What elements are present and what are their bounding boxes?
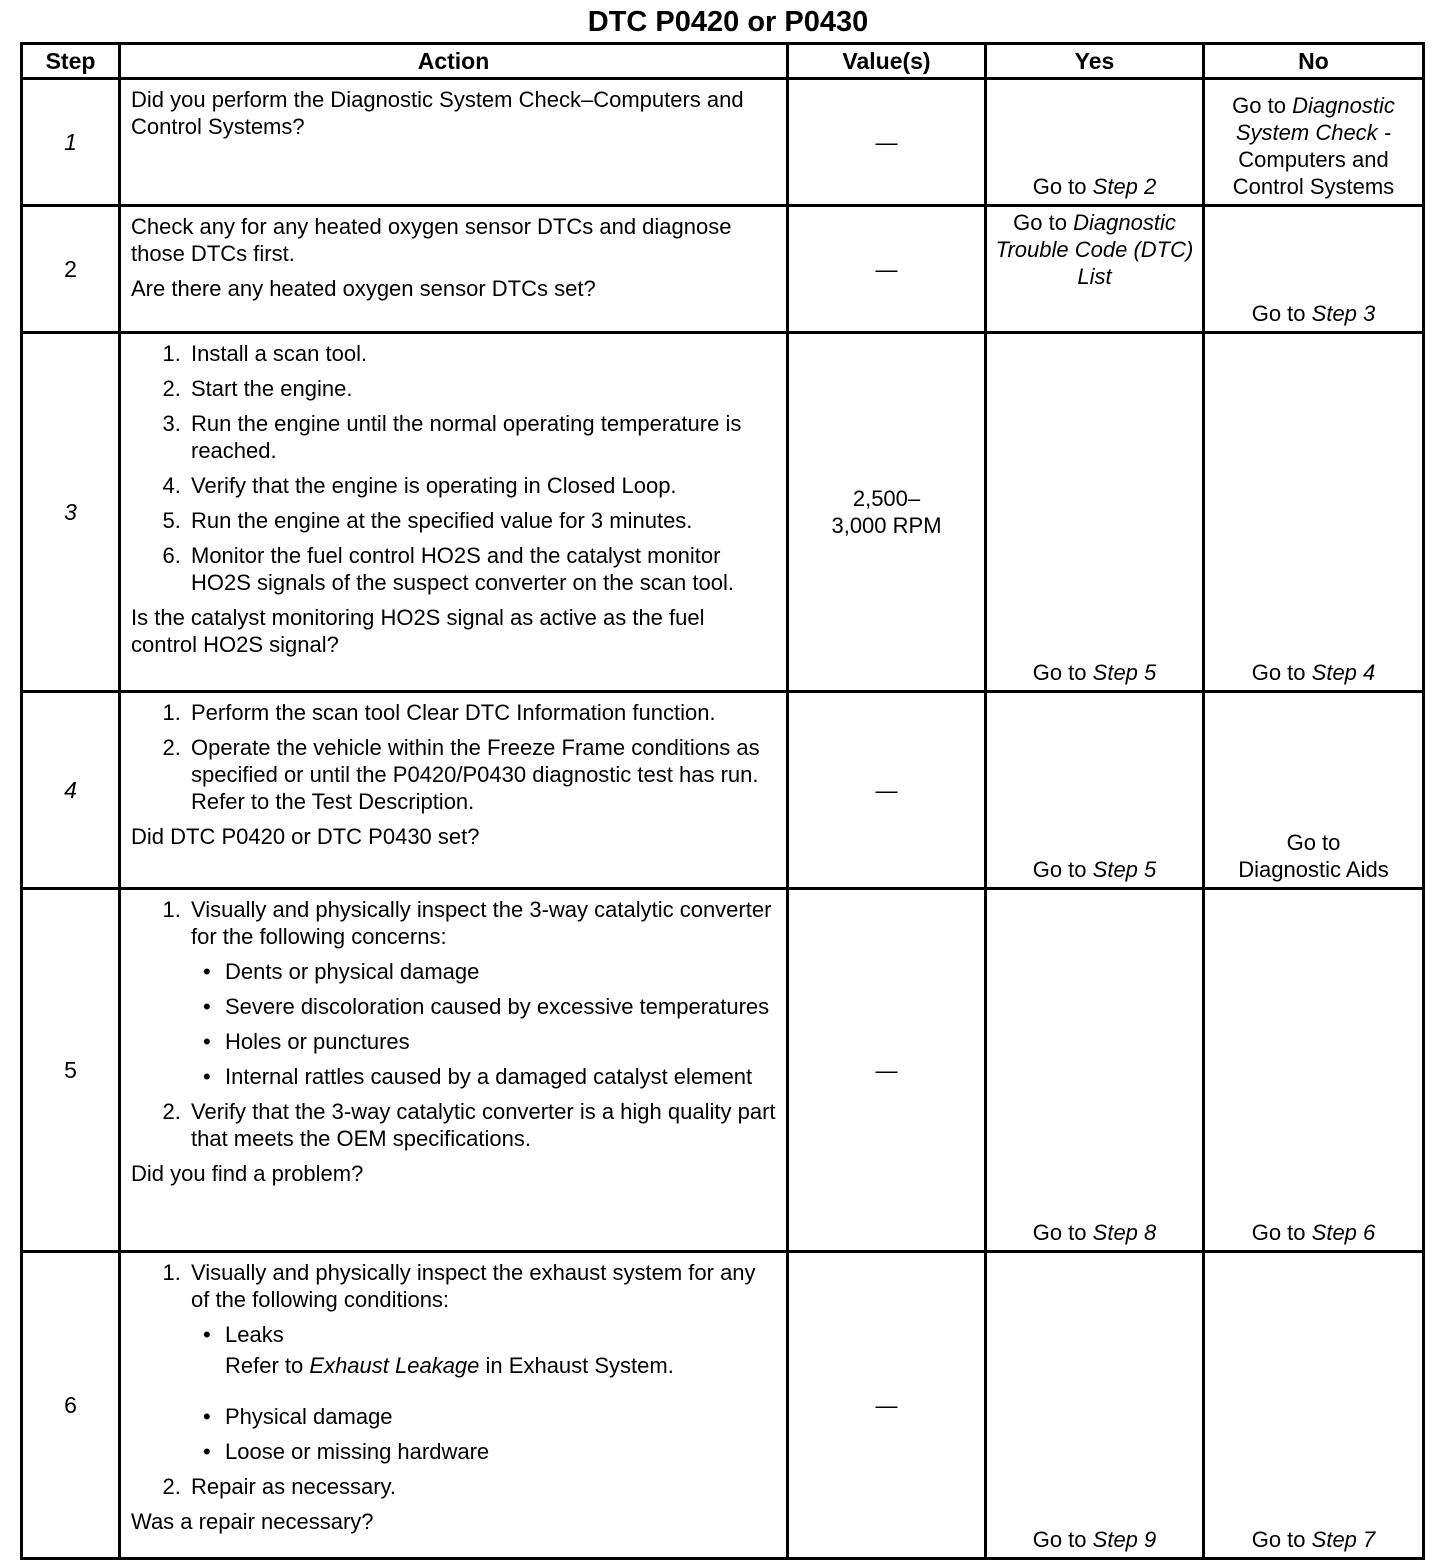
condition-text: Leaks <box>225 1322 284 1347</box>
step-number: 2 <box>22 206 120 333</box>
procedure-list <box>131 340 776 596</box>
condition-item: • Loose or missing hardware <box>225 1438 776 1465</box>
goto-text: Go to <box>1286 830 1341 855</box>
goto-text: Go to <box>1032 1220 1087 1245</box>
procedure-step-text: Visually and physically inspect the 3-way catalytic converter for the following concerns: <box>191 897 772 949</box>
action-cell <box>120 79 788 206</box>
header-no: No <box>1204 44 1424 79</box>
question-text: Was a repair necessary? <box>131 1509 374 1534</box>
procedure-step: 5. Run the engine at the specified value for 3 minutes. <box>187 507 776 534</box>
table-row <box>22 889 1424 1252</box>
question-text: Did you perform the Diagnostic System Check–Computers and Control Systems? <box>131 87 744 139</box>
concern-item: • Severe discoloration caused by excessive temperatures <box>225 993 776 1020</box>
no-cell <box>1204 79 1424 206</box>
value-cell: — <box>788 1252 986 1559</box>
question-text: Is the catalyst monitoring HO2S signal as active as the fuel control HO2S signal? <box>131 605 705 657</box>
concern-list <box>191 958 776 1090</box>
procedure-step: 2. Start the engine. <box>187 375 776 402</box>
step-link[interactable]: Step 3 <box>1311 301 1376 326</box>
procedure-step: 2. Operate the vehicle within the Freeze Frame conditions as specified or until the P0420/P0430 diagnostic test has run. Refer to the Test Description. <box>187 734 776 815</box>
concern-item: • Dents or physical damage <box>225 958 776 985</box>
step-link[interactable]: Step 6 <box>1311 1220 1376 1245</box>
step-number: 1 <box>22 79 120 206</box>
question-text: Are there any heated oxygen sensor DTCs set? <box>131 276 596 301</box>
procedure-list <box>131 699 776 815</box>
procedure-step: 2. Verify that the 3-way catalytic converter is a high quality part that meets the OEM specifications. <box>187 1098 776 1152</box>
reference-prefix: Refer to <box>225 1353 304 1378</box>
goto-text: Go to <box>1032 174 1087 199</box>
exhaust-leakage-link[interactable]: Exhaust Leakage <box>309 1353 480 1378</box>
condition-item: • Physical damage <box>225 1403 776 1430</box>
question-text: Did you find a problem? <box>131 1161 364 1186</box>
dtc-list-link[interactable]: Diagnostic Trouble Code (DTC) List <box>995 210 1194 289</box>
procedure-step: 1. Install a scan tool. <box>187 340 776 367</box>
concern-item: • Holes or punctures <box>225 1028 776 1055</box>
header-yes: Yes <box>986 44 1204 79</box>
procedure-step: 3. Run the engine until the normal operating temperature is reached. <box>187 410 776 464</box>
value-cell: — <box>788 206 986 333</box>
step-number: 5 <box>22 889 120 1252</box>
goto-text: Go to <box>1032 857 1087 882</box>
section-text: Computers and Control Systems <box>1232 147 1395 199</box>
value-cell: — <box>788 889 986 1252</box>
page-title: DTC P0420 or P0430 <box>587 6 869 38</box>
step-link[interactable]: Step 9 <box>1092 1527 1157 1552</box>
table-row <box>22 1252 1424 1559</box>
step-number: 6 <box>22 1252 120 1559</box>
action-cell <box>120 692 788 889</box>
procedure-step <box>187 1259 776 1465</box>
rpm-range-start: 2,500– <box>852 486 921 511</box>
condition-list <box>191 1321 776 1465</box>
table-row <box>22 692 1424 889</box>
action-cell <box>120 889 788 1252</box>
reference-note <box>225 1352 776 1379</box>
rpm-range-end: 3,000 RPM <box>831 513 942 538</box>
step-link[interactable]: Step 5 <box>1092 660 1157 685</box>
question-text: Did DTC P0420 or DTC P0430 set? <box>131 824 480 849</box>
header-action: Action <box>120 44 788 79</box>
no-cell <box>1204 206 1424 333</box>
yes-cell <box>986 889 1204 1252</box>
yes-cell <box>986 1252 1204 1559</box>
table-row <box>22 206 1424 333</box>
goto-text: Go to <box>1032 1527 1087 1552</box>
action-cell <box>120 333 788 692</box>
procedure-step <box>187 896 776 1090</box>
action-cell <box>120 1252 788 1559</box>
goto-text: Go to <box>1251 301 1306 326</box>
step-link[interactable]: Step 7 <box>1311 1527 1376 1552</box>
step-link[interactable]: Step 5 <box>1092 857 1157 882</box>
procedure-step: 1. Perform the scan tool Clear DTC Information function. <box>187 699 776 726</box>
no-cell <box>1204 1252 1424 1559</box>
goto-text: Go to <box>1232 93 1286 118</box>
value-cell <box>788 333 986 692</box>
yes-cell <box>986 206 1204 333</box>
header-step: Step <box>22 44 120 79</box>
step-number: 3 <box>22 333 120 692</box>
diagnostic-system-check-link[interactable]: Diagnostic System Check - <box>1235 93 1395 145</box>
goto-text: Go to <box>1251 660 1306 685</box>
procedure-step-text: Visually and physically inspect the exhaust system for any of the following conditions: <box>191 1260 756 1312</box>
action-cell <box>120 206 788 333</box>
procedure-step: 4. Verify that the engine is operating in Closed Loop. <box>187 472 776 499</box>
no-cell <box>1204 889 1424 1252</box>
procedure-step: 6. Monitor the fuel control HO2S and the catalyst monitor HO2S signals of the suspect converter on the scan tool. <box>187 542 776 596</box>
value-cell: — <box>788 692 986 889</box>
no-cell <box>1204 333 1424 692</box>
step-number: 4 <box>22 692 120 889</box>
no-cell <box>1204 692 1424 889</box>
step-link[interactable]: Step 8 <box>1092 1220 1157 1245</box>
table-row <box>22 79 1424 206</box>
goto-text: Go to <box>1251 1220 1306 1245</box>
header-row <box>22 44 1424 79</box>
procedure-step: 2. Repair as necessary. <box>187 1473 776 1500</box>
procedure-list <box>131 896 776 1152</box>
goto-text: Go to <box>1251 1527 1306 1552</box>
goto-text: Go to <box>1013 210 1067 235</box>
table-row <box>22 333 1424 692</box>
diagnostic-table <box>20 42 1425 1560</box>
concern-item: • Internal rattles caused by a damaged catalyst element <box>225 1063 776 1090</box>
yes-cell <box>986 692 1204 889</box>
step-link[interactable]: Step 4 <box>1311 660 1376 685</box>
reference-suffix: in Exhaust System. <box>485 1353 674 1378</box>
yes-cell <box>986 79 1204 206</box>
goto-text: Go to <box>1032 660 1087 685</box>
header-values: Value(s) <box>788 44 986 79</box>
value-cell: — <box>788 79 986 206</box>
step-link[interactable]: Step 2 <box>1092 174 1157 199</box>
yes-cell <box>986 333 1204 692</box>
condition-item <box>225 1321 776 1379</box>
procedure-list <box>131 1259 776 1500</box>
instruction-text: Check any for any heated oxygen sensor DTCs and diagnose those DTCs first. <box>131 214 732 266</box>
diagnostic-aids-link[interactable]: Diagnostic Aids <box>1238 857 1389 882</box>
